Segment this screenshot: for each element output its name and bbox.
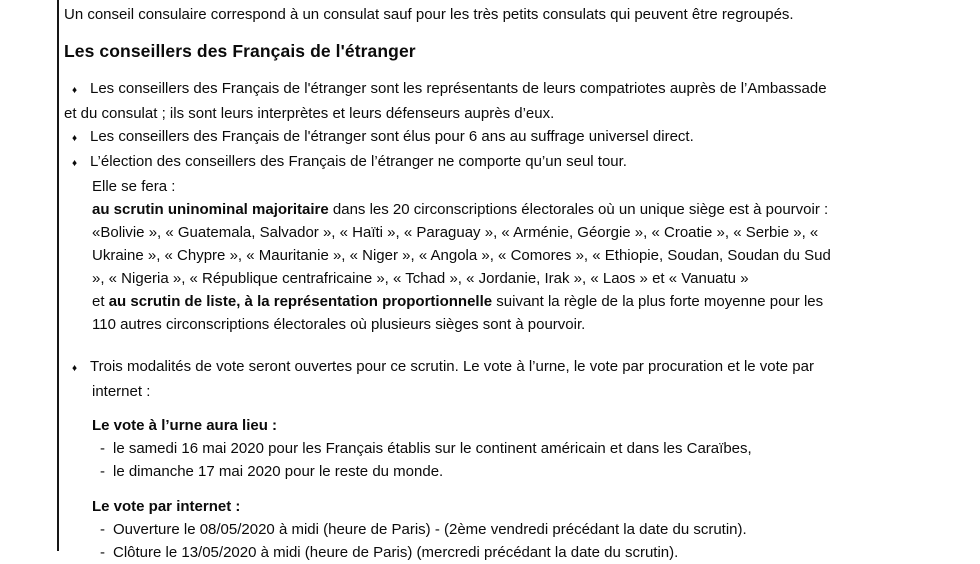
intro-paragraph: Un conseil consulaire correspond à un consulat sauf pour les très petits consulats qui peuvent être regroupés.: [64, 6, 794, 23]
bullet-text: L’élection des conseillers des Français de l’étranger ne comporte qu’un seul tour.: [90, 153, 627, 170]
list-item-text: le dimanche 17 mai 2020 pour le reste du monde.: [113, 463, 444, 480]
bullet-text: Trois modalités de vote seront ouvertes pour ce scrutin. Le vote à l’urne, le vote par procuration et le vote par: [90, 358, 814, 375]
dash-marker: -: [100, 440, 105, 457]
dash-marker: -: [100, 521, 105, 538]
vote-internet-item-1: [100, 518, 976, 541]
countries-line-2: Ukraine », « Chypre », « Mauritanie », « Niger », « Angola », « Comores », « Ethiopie, Soudan, Soudan du Sud: [92, 247, 831, 264]
vote-internet-item-2: [100, 541, 976, 564]
bullet-item-modalites: [64, 355, 976, 380]
dash-marker: -: [100, 544, 105, 561]
bullet-text: Les conseillers des Français de l'étranger sont élus pour 6 ans au suffrage universel direct.: [90, 128, 694, 145]
section-heading: Les conseillers des Français de l'étranger: [64, 41, 416, 61]
countries-line-3: », « Nigeria », « République centrafricaine », « Tchad », « Jordanie, Irak », « Laos » et « Vanuatu »: [92, 270, 749, 287]
vote-urne-title: Le vote à l’urne aura lieu :: [92, 417, 278, 434]
dash-marker: -: [100, 463, 105, 480]
list-item-text: Clôture le 13/05/2020 à midi (heure de Paris) (mercredi précédant la date du scrutin).: [113, 544, 679, 561]
vote-internet-title: Le vote par internet :: [92, 498, 241, 515]
scrutin-liste-prefix: et: [92, 293, 109, 310]
bullet-item-representants: [64, 77, 976, 102]
scrutin-liste-line: [92, 290, 976, 313]
scrutin-liste-rest: suivant la règle de la plus forte moyenne pour les: [492, 293, 824, 310]
page-left-border: [57, 0, 59, 551]
list-item-text: le samedi 16 mai 2020 pour les Français établis sur le continent américain et dans les Caraïbes,: [113, 440, 752, 457]
bullet-text: Les conseillers des Français de l'étranger sont les représentants de leurs compatriotes auprès de l’Ambassade: [90, 80, 827, 97]
bullet-item-modalites-continuation: internet :: [92, 383, 151, 400]
bullet-item-representants-continuation: et du consulat ; ils sont leurs interprètes et leurs défenseurs auprès d’eux.: [64, 105, 555, 122]
bullet-item-election: [64, 150, 976, 175]
elle-se-fera-line: Elle se fera :: [92, 178, 176, 195]
bullet-item-mandat: [64, 125, 976, 150]
diamond-bullet-icon: ♦: [72, 133, 78, 144]
scrutin-uninominal-line: [92, 198, 976, 221]
scrutin-uninominal-bold: au scrutin uninominal majoritaire: [92, 201, 329, 218]
list-item-text: Ouverture le 08/05/2020 à midi (heure de Paris) - (2ème vendredi précédant la date du scrutin).: [113, 521, 747, 538]
scrutin-uninominal-rest: dans les 20 circonscriptions électorales où un unique siège est à pourvoir :: [328, 201, 829, 218]
diamond-bullet-icon: ♦: [72, 85, 78, 96]
scrutin-liste-bold: au scrutin de liste, à la représentation proportionnelle: [108, 293, 493, 310]
vote-urne-item-1: [100, 437, 976, 460]
countries-line-1: «Bolivie », « Guatemala, Salvador », « Haïti », « Paraguay », « Arménie, Géorgie », « Croatie », « Serbie », «: [92, 224, 819, 241]
diamond-bullet-icon: ♦: [72, 363, 78, 374]
vote-urne-item-2: [100, 460, 976, 483]
document-body: [64, 3, 976, 564]
scrutin-liste-line-2: 110 autres circonscriptions électorales où plusieurs sièges sont à pourvoir.: [92, 316, 586, 333]
diamond-bullet-icon: ♦: [72, 158, 78, 169]
